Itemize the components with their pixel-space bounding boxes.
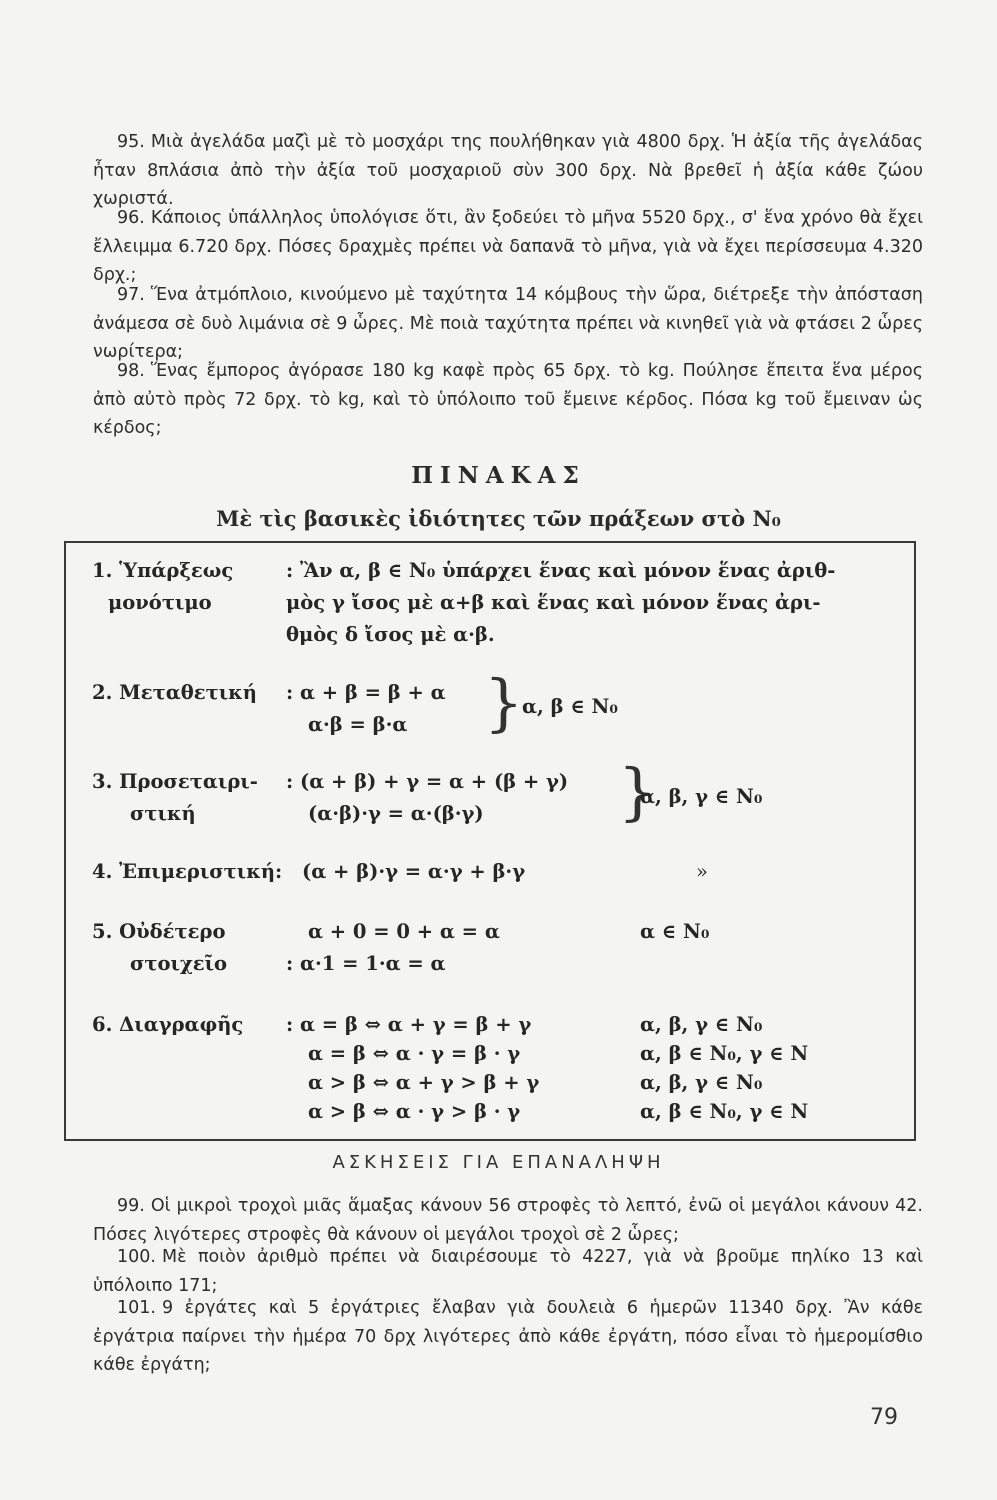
exercise-text: Μιὰ ἀγελάδα μαζὶ μὲ τὸ μοσχάρι της πουλήθηκαν γιὰ 4800 δρχ. Ἡ ἀξία τῆς ἀγελάδας ἦταν 8πλάσια ἀπὸ τὴν ἀξία τοῦ μοσχαριοῦ σὺν 300 δρχ. Νὰ βρεθεῖ ἡ ἀξία κάθε ζώου χωριστά. bbox=[93, 132, 923, 210]
row2-condition: α, β ∈ N₀ bbox=[522, 695, 618, 718]
row3-condition: α, β, γ ∈ N₀ bbox=[640, 785, 763, 808]
row6-formula: α = β ⇔ α · γ = β · γ bbox=[308, 1042, 521, 1065]
row6-formula: α > β ⇔ α + γ > β + γ bbox=[308, 1071, 540, 1094]
exercise-text: Οἱ μικροὶ τροχοὶ μιᾶς ἅμαξας κάνουν 56 στροφὲς τὸ λεπτό, ἐνῶ οἱ μεγάλοι κάνουν 42. Πόσες λιγότερες στροφὲς θὰ κάνουν οἱ μεγάλοι τροχοὶ σὲ 2 ὧρες; bbox=[93, 1196, 923, 1245]
row1-line: θμὸς δ ἴσος μὲ α·β. bbox=[286, 623, 495, 646]
row2-label: 2. Μεταθετική bbox=[92, 681, 257, 704]
exercise-number: 98. bbox=[117, 361, 145, 381]
row6-condition: α, β, γ ∈ N₀ bbox=[640, 1013, 763, 1036]
row6-formula: α > β ⇔ α · γ > β · γ bbox=[308, 1100, 521, 1123]
ditto-mark: » bbox=[696, 860, 708, 883]
exercise-number: 101. bbox=[117, 1298, 156, 1318]
row5-label-cont: στοιχεῖο bbox=[130, 952, 228, 975]
exercise-95 bbox=[93, 128, 923, 214]
table-subtitle: Μὲ τὶς βασικὲς ἰδιότητες τῶν πράξεων στὸ N₀ bbox=[216, 506, 781, 531]
exercise-101 bbox=[93, 1294, 923, 1380]
exercise-96 bbox=[93, 204, 923, 290]
exercise-text: Μὲ ποιὸν ἀριθμὸ πρέπει νὰ διαιρέσουμε τὸ 4227, γιὰ νὰ βροῦμε πηλίκο 13 καὶ ὑπόλοιπο 171; bbox=[93, 1247, 923, 1296]
row2-formula: α·β = β·α bbox=[308, 713, 408, 736]
exercise-98 bbox=[93, 357, 923, 443]
row5-condition: α ∈ N₀ bbox=[640, 920, 710, 943]
row3-label: 3. Προσεταιρι- bbox=[92, 770, 258, 793]
right-brace: } bbox=[484, 666, 524, 739]
exercise-text: 9 ἐργάτες καὶ 5 ἐργάτριες ἔλαβαν γιὰ δουλειὰ 6 ἡμερῶν 11340 δρχ. Ἂν κάθε ἐργάτρια παίρνει τὴν ἡμέρα 70 δρχ λιγότερες ἀπὸ κάθε ἐργάτη, πόσο εἶναι τὸ ἡμερομίσθιο κάθε ἐργάτη; bbox=[93, 1298, 923, 1376]
exercise-text: Κάποιος ὑπάλληλος ὑπολόγισε ὅτι, ἂν ξοδεύει τὸ μῆνα 5520 δρχ., σ' ἕνα χρόνο θὰ ἔχει ἔλλειμμα 6.720 δρχ. Πόσες δραχμὲς πρέπει νὰ δαπανᾶ τὸ μῆνα, γιὰ νὰ ἔχει περίσσευμα 4.320 δρχ.; bbox=[93, 208, 923, 286]
review-heading: ΑΣΚΗΣΕΙΣ ΓΙΑ ΕΠΑΝΑΛΗΨΗ bbox=[332, 1152, 665, 1173]
exercise-number: 95. bbox=[117, 132, 145, 152]
exercise-text: Ἕνας ἔμπορος ἀγόρασε 180 kg καφὲ πρὸς 65 δρχ. τὸ kg. Πούλησε ἔπειτα ἕνα μέρος ἀπὸ αὐτὸ πρὸς 72 δρχ. τὸ kg, καὶ τὸ ὑπόλοιπο τοῦ ἔμεινε κέρδος. Πόσα kg τοῦ ἔμειναν ὡς κέρδος; bbox=[93, 361, 923, 439]
row3-label-cont: στική bbox=[130, 802, 196, 825]
exercise-number: 97. bbox=[117, 285, 145, 305]
exercise-number: 100. bbox=[117, 1247, 156, 1267]
exercise-99 bbox=[93, 1192, 923, 1249]
table-title: ΠΙΝΑΚΑΣ bbox=[411, 462, 586, 489]
row1-label: 1. Ὑπάρξεως bbox=[92, 559, 234, 582]
row3-formula: (α·β)·γ = α·(β·γ) bbox=[308, 802, 484, 825]
row1-label-cont: μονότιμο bbox=[108, 591, 212, 614]
row6-condition: α, β ∈ N₀, γ ∈ N bbox=[640, 1042, 809, 1065]
exercise-97 bbox=[93, 281, 923, 367]
row6-condition: α, β, γ ∈ N₀ bbox=[640, 1071, 763, 1094]
row5-formula: α + 0 = 0 + α = α bbox=[308, 920, 500, 943]
row3-formula: : (α + β) + γ = α + (β + γ) bbox=[286, 770, 569, 793]
right-brace: } bbox=[618, 755, 658, 828]
row6-label: 6. Διαγραφῆς bbox=[92, 1013, 244, 1036]
row4-label: 4. Ἐπιμεριστική: bbox=[92, 860, 283, 883]
row5-formula: : α·1 = 1·α = α bbox=[286, 952, 446, 975]
row6-condition: α, β ∈ N₀, γ ∈ N bbox=[640, 1100, 809, 1123]
row6-formula: : α = β ⇔ α + γ = β + γ bbox=[286, 1013, 532, 1036]
row4-formula: (α + β)·γ = α·γ + β·γ bbox=[302, 860, 526, 883]
page-number: 79 bbox=[870, 1405, 898, 1430]
row1-line: μὸς γ ἴσος μὲ α+β καὶ ἕνας καὶ μόνον ἕνας ἀρι- bbox=[286, 591, 821, 614]
exercise-number: 96. bbox=[117, 208, 145, 228]
row1-line: : Ἂν α, β ∈ N₀ ὑπάρχει ἕνας καὶ μόνον ἕνας ἀριθ- bbox=[286, 559, 836, 582]
row2-formula: : α + β = β + α bbox=[286, 681, 446, 704]
row5-label: 5. Οὐδέτερο bbox=[92, 920, 226, 943]
exercise-text: Ἕνα ἀτμόπλοιο, κινούμενο μὲ ταχύτητα 14 κόμβους τὴν ὥρα, διέτρεξε τὴν ἀπόσταση ἀνάμεσα σὲ δυὸ λιμάνια σὲ 9 ὧρες. Μὲ ποιὰ ταχύτητα πρέπει νὰ κινηθεῖ γιὰ νὰ φτάσει 2 ὧρες νωρίτερα; bbox=[93, 285, 923, 363]
exercise-number: 99. bbox=[117, 1196, 145, 1216]
exercise-100 bbox=[93, 1243, 923, 1300]
